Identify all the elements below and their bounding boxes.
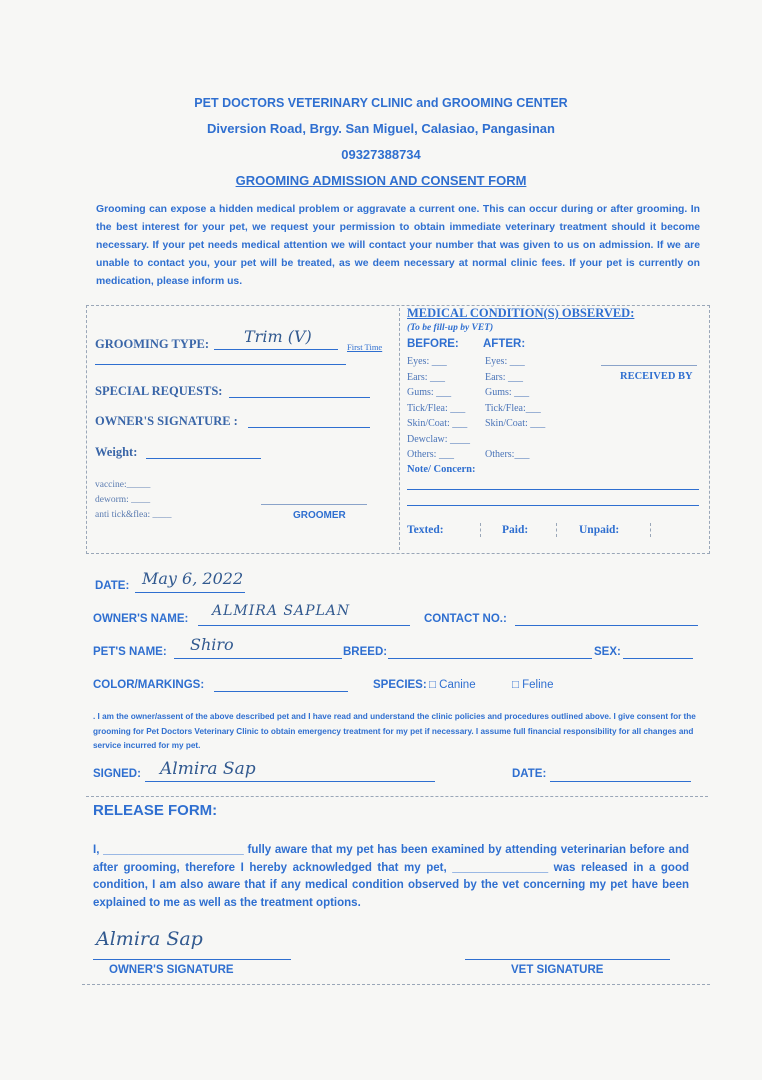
release-owner-sig-label: OWNER'S SIGNATURE <box>109 964 234 976</box>
medical-title: MEDICAL CONDITION(S) OBSERVED: <box>407 306 635 320</box>
color-line[interactable] <box>214 691 348 692</box>
before-item: Tick/Flea: ___ <box>407 403 466 414</box>
checkbox-divider <box>650 523 651 537</box>
checkbox-divider <box>480 523 481 537</box>
note-line-2[interactable] <box>407 505 699 506</box>
contact-line[interactable] <box>515 625 698 626</box>
signed-date-label: DATE: <box>512 768 547 780</box>
before-label: BEFORE: <box>407 338 459 350</box>
owner-name-line[interactable] <box>198 625 410 626</box>
pet-name-label: PET'S NAME: <box>93 646 167 658</box>
sex-line[interactable] <box>623 658 693 659</box>
weight-line[interactable] <box>146 458 261 459</box>
breed-label: BREED: <box>343 646 388 658</box>
anti-tick-label: anti tick&flea: ____ <box>95 510 172 520</box>
clinic-name: PET DOCTORS VETERINARY CLINIC and GROOMING CENTER <box>194 96 568 110</box>
grooming-type-label: GROOMING TYPE: <box>95 337 210 351</box>
date-line[interactable] <box>135 592 245 593</box>
clinic-phone: 09327388734 <box>341 147 421 162</box>
owner-signature-handwritten: Almira Sap <box>160 759 256 779</box>
after-item: Gums: ___ <box>485 387 530 398</box>
release-owner-signature-handwritten: Almira Sap <box>96 928 203 950</box>
sex-label: SEX: <box>594 646 621 658</box>
release-title: RELEASE FORM: <box>93 802 218 819</box>
owner-signature-label: OWNER'S SIGNATURE : <box>95 414 238 428</box>
owner-signature-line[interactable] <box>248 427 370 428</box>
grooming-type-line[interactable] <box>214 349 338 350</box>
deworm-label: deworm: ____ <box>95 495 151 505</box>
unpaid-label: Unpaid: <box>579 524 620 536</box>
after-item: Skin/Coat: ___ <box>485 418 546 429</box>
grooming-type-line-2 <box>95 364 346 365</box>
color-label: COLOR/MARKINGS: <box>93 679 205 691</box>
first-time-label: First Time <box>347 342 383 352</box>
clinic-address: Diversion Road, Brgy. San Miguel, Calasiao, Pangasinan <box>207 121 555 136</box>
intro-paragraph: Grooming can expose a hidden medical problem or aggravate a current one. This can occur during or after grooming. In the best interest for your pet, we request your permission to obtain immediate veterinary treatment should it become necessary. If your pet needs medical attention we will contact your number that was given to us on admission. If we are unable to contact you, your pet will be treated, as we deem necessary at normal clinic fees. If your pet is currently on medication, please inform us. <box>96 204 700 287</box>
note-label: Note/ Concern: <box>407 464 476 475</box>
form-title: GROOMING ADMISSION AND CONSENT FORM <box>235 173 527 188</box>
signed-date-line[interactable] <box>550 781 691 782</box>
before-item: Others: ___ <box>407 449 454 460</box>
pet-name-value: Shiro <box>190 635 234 654</box>
medical-subtitle: (To be fill-up by VET) <box>407 323 494 333</box>
special-requests-line[interactable] <box>229 397 370 398</box>
signed-label: SIGNED: <box>93 768 141 780</box>
pet-name-line[interactable] <box>174 658 342 659</box>
breed-line[interactable] <box>388 658 592 659</box>
contact-label: CONTACT NO.: <box>424 613 507 625</box>
weight-label: Weight: <box>95 445 138 459</box>
before-item: Eyes: ___ <box>407 356 447 367</box>
after-label: AFTER: <box>483 338 526 350</box>
release-separator <box>86 796 708 797</box>
box-divider <box>399 308 400 550</box>
after-item: Eyes: ___ <box>485 356 525 367</box>
received-by-line[interactable] <box>601 365 697 366</box>
release-owner-sig-line[interactable] <box>93 959 291 960</box>
after-item: Ears: ___ <box>485 372 524 383</box>
release-paragraph: I, ______________________ fully aware that my pet has been examined by attending veterinarian before and after grooming, therefore I hereby acknowledged that my pet, _______________ was released in a good condition, I am also aware that if any medical condition observed by the vet concerning my pet have been explained to me as well as the treatment options. <box>93 844 689 909</box>
consent-paragraph: . I am the owner/assent of the above described pet and I have read and understand the clinic policies and procedures outlined above. I give consent for the grooming for Pet Doctors Veterinary Clinic to obtain emergency treatment for my pet if necessary. I assume full financial responsibility for all changes and service incurred for my pet. <box>93 712 696 750</box>
after-item: Others:___ <box>485 449 530 460</box>
checkbox-divider <box>556 523 557 537</box>
groomer-line[interactable] <box>261 504 367 505</box>
received-by-label: RECEIVED BY <box>620 371 693 382</box>
date-label: DATE: <box>95 580 130 592</box>
after-item: Tick/Flea:___ <box>485 403 541 414</box>
special-requests-label: SPECIAL REQUESTS: <box>95 384 223 398</box>
before-item: Dewclaw: ____ <box>407 434 471 445</box>
texted-label: Texted: <box>407 524 444 536</box>
groomer-label: GROOMER <box>293 510 346 521</box>
canine-checkbox[interactable]: □ Canine <box>429 679 476 691</box>
feline-checkbox[interactable]: □ Feline <box>512 679 554 691</box>
vaccine-label: vaccine:_____ <box>95 480 151 490</box>
before-item: Skin/Coat: ___ <box>407 418 468 429</box>
species-label: SPECIES: <box>373 679 427 691</box>
signed-line[interactable] <box>145 781 435 782</box>
vet-sig-line[interactable] <box>465 959 670 960</box>
owner-name-label: OWNER'S NAME: <box>93 613 189 625</box>
owner-name-value: ALMIRA SAPLAN <box>212 603 351 619</box>
note-line-1[interactable] <box>407 489 699 490</box>
before-item: Ears: ___ <box>407 372 446 383</box>
date-value: May 6, 2022 <box>142 569 244 588</box>
grooming-type-value: Trim (V) <box>244 327 312 346</box>
vet-sig-label: VET SIGNATURE <box>511 964 604 976</box>
bottom-border <box>82 984 710 985</box>
paid-label: Paid: <box>502 524 529 536</box>
before-item: Gums: ___ <box>407 387 452 398</box>
